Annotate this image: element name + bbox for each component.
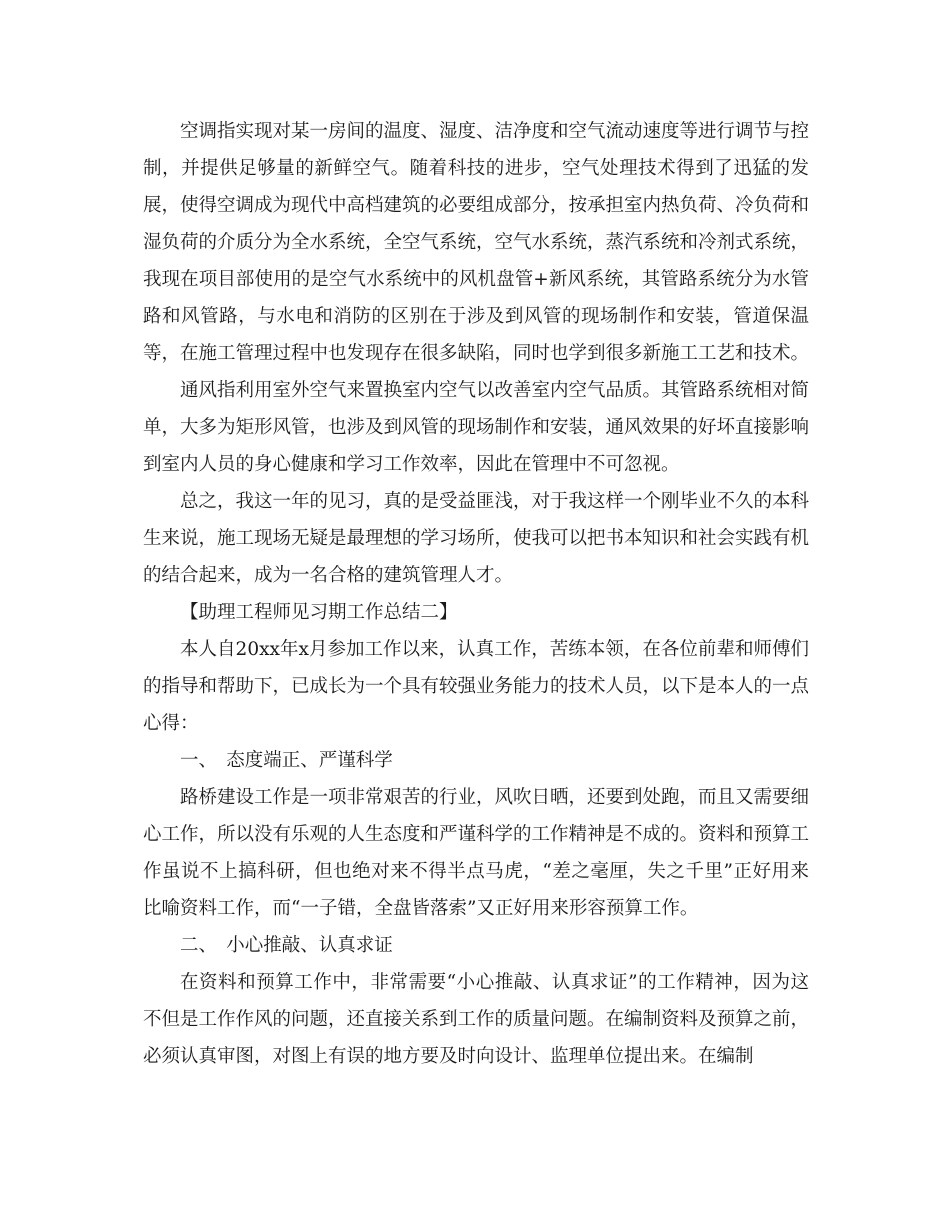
paragraph-intro: 本人自20xx年x月参加工作以来，认真工作，苦练本领，在各位前辈和师傅们的指导和帮助下，已成长为一个具有较强业务能力的技术人员，以下是本人的一点心得： bbox=[143, 639, 810, 734]
document-body bbox=[143, 113, 809, 1075]
paragraph-air-conditioning: 空调指实现对某一房间的温度、湿度、洁净度和空气流动速度等进行调节与控制，并提供足够量的新鲜空气。随着科技的进步，空气处理技术得到了迅猛的发展，使得空调成为现代中高档建筑的必要组成部分，按承担室内热负荷、冷负荷和湿负荷的介质分为全水系统，全空气系统，空气水系统，蒸汽系统和冷剂式系统，我现在项目部使用的是空气水系统中的风机盘管+新风系统，其管路系统分为水管路和风管路，与水电和消防的区别在于涉及到风管的现场制作和安装，管道保温等，在施工管理过程中也发现存在很多缺陷，同时也学到很多新施工工艺和技术。 bbox=[143, 121, 810, 364]
section-title: 【助理工程师见习期工作总结二】 bbox=[180, 602, 458, 623]
paragraph-attitude: 路桥建设工作是一项非常艰苦的行业，风吹日晒，还要到处跑，而且又需要细心工作，所以没有乐观的人生态度和严谨科学的工作精神是不成的。资料和预算工作虽说不上搞科研，但也绝对来不得半点马虎，“差之毫厘，失之千里”正好用来比喻资料工作，而“一子错，全盘皆落索”又正好用来形容预算工作。 bbox=[143, 787, 810, 919]
paragraph-ventilation: 通风指利用室外空气来置换室内空气以改善室内空气品质。其管路系统相对简单，大多为矩形风管，也涉及到风管的现场制作和安装，通风效果的好坏直接影响到室内人员的身心健康和学习工作效率，因此在管理中不可忽视。 bbox=[143, 380, 810, 475]
paragraph-careful: 在资料和预算工作中，非常需要“小心推敲、认真求证”的工作精神，因为这不但是工作作风的问题，还直接关系到工作的质量问题。在编制资料及预算之前，必须认真审图，对图上有误的地方要及时向设计、监理单位提出来。在编制 bbox=[143, 972, 810, 1067]
paragraph-conclusion: 总之，我这一年的见习，真的是受益匪浅，对于我这样一个刚毕业不久的本科生来说，施工现场无疑是最理想的学习场所，使我可以把书本知识和社会实践有机的结合起来，成为一名合格的建筑管理人才。 bbox=[143, 491, 810, 586]
subheading-attitude: 一、 态度端正、严谨科学 bbox=[180, 750, 393, 771]
subheading-careful: 二、 小心推敲、认真求证 bbox=[180, 935, 393, 956]
